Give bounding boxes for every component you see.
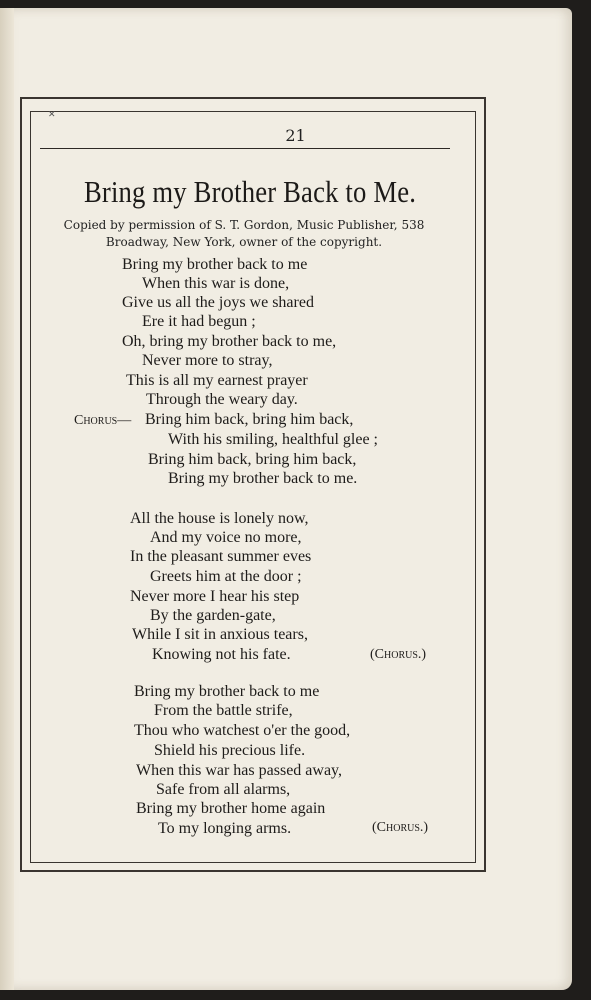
- lyric-line: Through the weary day.: [146, 391, 298, 408]
- lyric-line: This is all my earnest prayer: [126, 372, 308, 389]
- chorus-label: Chorus—: [74, 413, 132, 428]
- lyric-line: Bring my brother back to me.: [168, 470, 358, 487]
- credit-line: Copied by permission of S. T. Gordon, Music Publisher, 538: [63, 218, 425, 232]
- lyric-line: Give us all the joys we shared: [122, 294, 314, 311]
- page-gutter: [0, 8, 14, 990]
- lyric-line: Oh, bring my brother back to me,: [122, 333, 337, 350]
- chorus-marker: (Chorus.): [372, 820, 429, 835]
- lyric-line: Never more to stray,: [142, 352, 273, 369]
- lyric-line: Bring my brother back to me: [122, 256, 308, 273]
- lyric-line: Thou who watchest o'er the good,: [134, 722, 351, 739]
- page-number: 21: [285, 126, 306, 145]
- lyric-line: In the pleasant summer eves: [130, 548, 312, 565]
- lyric-line: All the house is lonely now,: [130, 510, 309, 527]
- copyright-credit: [44, 217, 444, 251]
- header-rule: [40, 148, 450, 149]
- corner-ornament-icon: ✕: [48, 110, 56, 120]
- credit-line: Broadway, New York, owner of the copyright.: [105, 235, 383, 249]
- lyric-line: With his smiling, healthful glee ;: [168, 431, 378, 448]
- lyric-line: From the battle strife,: [154, 702, 293, 719]
- lyric-line: By the garden-gate,: [150, 607, 276, 624]
- lyric-line: Greets him at the door ;: [150, 568, 302, 585]
- lyric-line: To my longing arms.: [158, 820, 292, 837]
- lyric-line: Bring him back, bring him back,: [148, 451, 357, 468]
- lyric-line: When this war is done,: [142, 275, 290, 292]
- lyric-line: When this war has passed away,: [136, 762, 343, 779]
- chorus-marker: (Chorus.): [370, 647, 427, 662]
- lyric-line: Shield his precious life.: [154, 742, 306, 759]
- lyric-line: Knowing not his fate.: [152, 646, 291, 663]
- song-title: Bring my Brother Back to Me.: [83, 174, 417, 209]
- lyric-line: While I sit in anxious tears,: [132, 626, 308, 643]
- lyric-line: Bring my brother home again: [136, 800, 326, 817]
- lyric-line: Never more I hear his step: [130, 588, 300, 605]
- lyric-line: Ere it had begun ;: [142, 313, 256, 330]
- lyric-line: Bring him back, bring him back,: [145, 411, 354, 428]
- lyric-line: And my voice no more,: [150, 529, 302, 546]
- lyric-line: Safe from all alarms,: [156, 781, 291, 798]
- lyric-line: Bring my brother back to me: [134, 683, 320, 700]
